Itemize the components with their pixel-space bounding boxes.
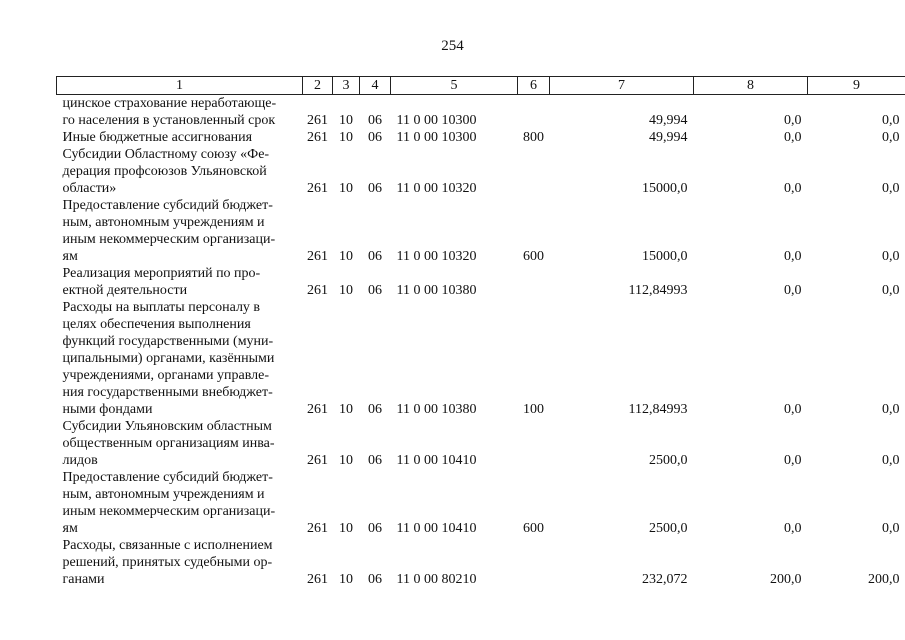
item-name-cell xyxy=(57,537,303,588)
budget-table xyxy=(56,76,905,588)
amount-col9-cell: 0,0 xyxy=(882,402,900,417)
amount-col8-cell: 0,0 xyxy=(784,453,802,468)
item-name-line: цинское страхование неработающе- xyxy=(62,96,277,111)
section-cell: 10 xyxy=(339,402,353,417)
subsection-cell: 06 xyxy=(368,130,382,145)
header-cell: 3 xyxy=(333,77,360,95)
subsection-cell: 06 xyxy=(368,453,382,468)
item-name-line: решений, принятых судебными ор- xyxy=(62,555,273,570)
item-name-line: Иные бюджетные ассигнования xyxy=(62,130,253,145)
amount-col7-cell: 112,84993 xyxy=(628,402,688,417)
amount-col7-cell: 2500,0 xyxy=(649,521,688,536)
amount-col7-cell: 112,84993 xyxy=(628,283,688,298)
item-name-line: Реализация мероприятий по про- xyxy=(62,266,261,281)
item-name-line: ным, автономным учреждениям и xyxy=(62,215,265,230)
amount-col9-cell: 0,0 xyxy=(882,113,900,128)
amount-col8-cell: 0,0 xyxy=(784,130,802,145)
grbs-cell: 261 xyxy=(307,130,328,145)
grbs-cell: 261 xyxy=(307,453,328,468)
item-name-line: ными фондами xyxy=(62,402,153,417)
header-cell: 8 xyxy=(694,77,808,95)
amount-col9-cell: 200,0 xyxy=(868,572,900,587)
amount-col8-cell: 0,0 xyxy=(784,249,802,264)
amount-col9-cell: 0,0 xyxy=(882,249,900,264)
subsection-cell: 06 xyxy=(368,181,382,196)
target-article-cell: 11 0 00 80210 xyxy=(396,572,477,587)
subsection-cell: 06 xyxy=(368,283,382,298)
amount-col9-cell: 0,0 xyxy=(882,283,900,298)
amount-col7-cell: 49,994 xyxy=(649,113,688,128)
grbs-cell: 261 xyxy=(307,572,328,587)
section-cell: 10 xyxy=(339,113,353,128)
table-row xyxy=(57,299,905,418)
item-name-line: ганами xyxy=(62,572,105,587)
amount-col9-cell: 0,0 xyxy=(882,453,900,468)
expense-type-cell: 800 xyxy=(523,130,544,145)
amount-col7-cell: 49,994 xyxy=(649,130,688,145)
header-cell: 6 xyxy=(518,77,550,95)
target-article-cell: 11 0 00 10410 xyxy=(396,521,477,536)
header-cell: 1 xyxy=(57,77,303,95)
section-cell: 10 xyxy=(339,283,353,298)
item-name-line: иным некоммерческим организаци- xyxy=(62,504,276,519)
grbs-cell: 261 xyxy=(307,402,328,417)
item-name-cell xyxy=(57,146,303,197)
table-row xyxy=(57,537,905,588)
item-name-line: общественным организациям инва- xyxy=(62,436,275,451)
header-cell: 2 xyxy=(303,77,333,95)
amount-col9-cell: 0,0 xyxy=(882,521,900,536)
amount-col7-cell: 232,072 xyxy=(642,572,688,587)
item-name-line: ям xyxy=(62,249,78,264)
amount-col8-cell: 0,0 xyxy=(784,283,802,298)
table-body xyxy=(57,95,905,589)
item-name-line: Субсидии Областному союзу «Фе- xyxy=(62,147,270,162)
expense-type-cell xyxy=(518,146,550,197)
target-article-cell: 11 0 00 10320 xyxy=(396,249,477,264)
amount-col8-cell: 200,0 xyxy=(770,572,802,587)
page-number: 254 xyxy=(441,38,464,54)
item-name-cell xyxy=(57,418,303,469)
table-row xyxy=(57,469,905,537)
table-row xyxy=(57,418,905,469)
item-name-line: иным некоммерческим организаци- xyxy=(62,232,276,247)
table-header-row xyxy=(57,77,905,95)
item-name-line: ния государственными внебюджет- xyxy=(62,385,273,400)
item-name-line: функций государственными (муни- xyxy=(62,334,274,349)
expense-type-cell xyxy=(518,95,550,130)
target-article-cell: 11 0 00 10320 xyxy=(396,181,477,196)
grbs-cell: 261 xyxy=(307,521,328,536)
target-article-cell: 11 0 00 10300 xyxy=(396,113,477,128)
subsection-cell: 06 xyxy=(368,402,382,417)
section-cell: 10 xyxy=(339,130,353,145)
header-cell: 9 xyxy=(808,77,905,95)
table-row xyxy=(57,129,905,146)
table-row xyxy=(57,197,905,265)
grbs-cell: 261 xyxy=(307,249,328,264)
table-row xyxy=(57,146,905,197)
amount-col9-cell: 0,0 xyxy=(882,130,900,145)
expense-type-cell xyxy=(518,537,550,588)
table-row xyxy=(57,265,905,299)
item-name-cell xyxy=(57,95,303,130)
expense-type-cell: 600 xyxy=(523,521,544,536)
subsection-cell: 06 xyxy=(368,521,382,536)
grbs-cell: 261 xyxy=(307,113,328,128)
amount-col7-cell: 15000,0 xyxy=(642,181,688,196)
expense-type-cell xyxy=(518,418,550,469)
item-name-cell xyxy=(57,265,303,299)
amount-col7-cell: 15000,0 xyxy=(642,249,688,264)
item-name-line: ектной деятельности xyxy=(62,283,188,298)
header-cell: 7 xyxy=(550,77,694,95)
item-name-cell xyxy=(57,299,303,418)
subsection-cell: 06 xyxy=(368,113,382,128)
item-name-cell xyxy=(57,197,303,265)
item-name-line: целях обеспечения выполнения xyxy=(62,317,251,332)
expense-type-cell xyxy=(518,265,550,299)
expense-type-cell: 100 xyxy=(523,402,544,417)
target-article-cell: 11 0 00 10300 xyxy=(396,130,477,145)
item-name-line: Расходы на выплаты персоналу в xyxy=(62,300,261,315)
item-name-line: ям xyxy=(62,521,78,536)
target-article-cell: 11 0 00 10410 xyxy=(396,453,477,468)
amount-col8-cell: 0,0 xyxy=(784,113,802,128)
item-name-line: ципальными) органами, казёнными xyxy=(62,351,275,366)
subsection-cell: 06 xyxy=(368,572,382,587)
item-name-line: лидов xyxy=(62,453,98,468)
subsection-cell: 06 xyxy=(368,249,382,264)
item-name-cell xyxy=(57,129,303,146)
header-cell: 5 xyxy=(391,77,518,95)
item-name-line: дерация профсоюзов Ульяновской xyxy=(62,164,267,179)
amount-col7-cell: 2500,0 xyxy=(649,453,688,468)
amount-col8-cell: 0,0 xyxy=(784,181,802,196)
section-cell: 10 xyxy=(339,181,353,196)
section-cell: 10 xyxy=(339,572,353,587)
section-cell: 10 xyxy=(339,453,353,468)
amount-col8-cell: 0,0 xyxy=(784,402,802,417)
target-article-cell: 11 0 00 10380 xyxy=(396,283,477,298)
grbs-cell: 261 xyxy=(307,283,328,298)
section-cell: 10 xyxy=(339,521,353,536)
target-article-cell: 11 0 00 10380 xyxy=(396,402,477,417)
item-name-line: учреждениями, органами управле- xyxy=(62,368,270,383)
item-name-line: области» xyxy=(62,181,117,196)
item-name-line: го населения в установленный срок xyxy=(62,113,276,128)
table-row xyxy=(57,95,905,130)
item-name-line: Субсидии Ульяновским областным xyxy=(62,419,272,434)
section-cell: 10 xyxy=(339,249,353,264)
item-name-line: Предоставление субсидий бюджет- xyxy=(62,470,273,485)
amount-col8-cell: 0,0 xyxy=(784,521,802,536)
header-cell: 4 xyxy=(360,77,391,95)
item-name-line: Предоставление субсидий бюджет- xyxy=(62,198,273,213)
grbs-cell: 261 xyxy=(307,181,328,196)
item-name-line: ным, автономным учреждениям и xyxy=(62,487,265,502)
expense-type-cell: 600 xyxy=(523,249,544,264)
item-name-cell xyxy=(57,469,303,537)
item-name-line: Расходы, связанные с исполнением xyxy=(62,538,273,553)
amount-col9-cell: 0,0 xyxy=(882,181,900,196)
